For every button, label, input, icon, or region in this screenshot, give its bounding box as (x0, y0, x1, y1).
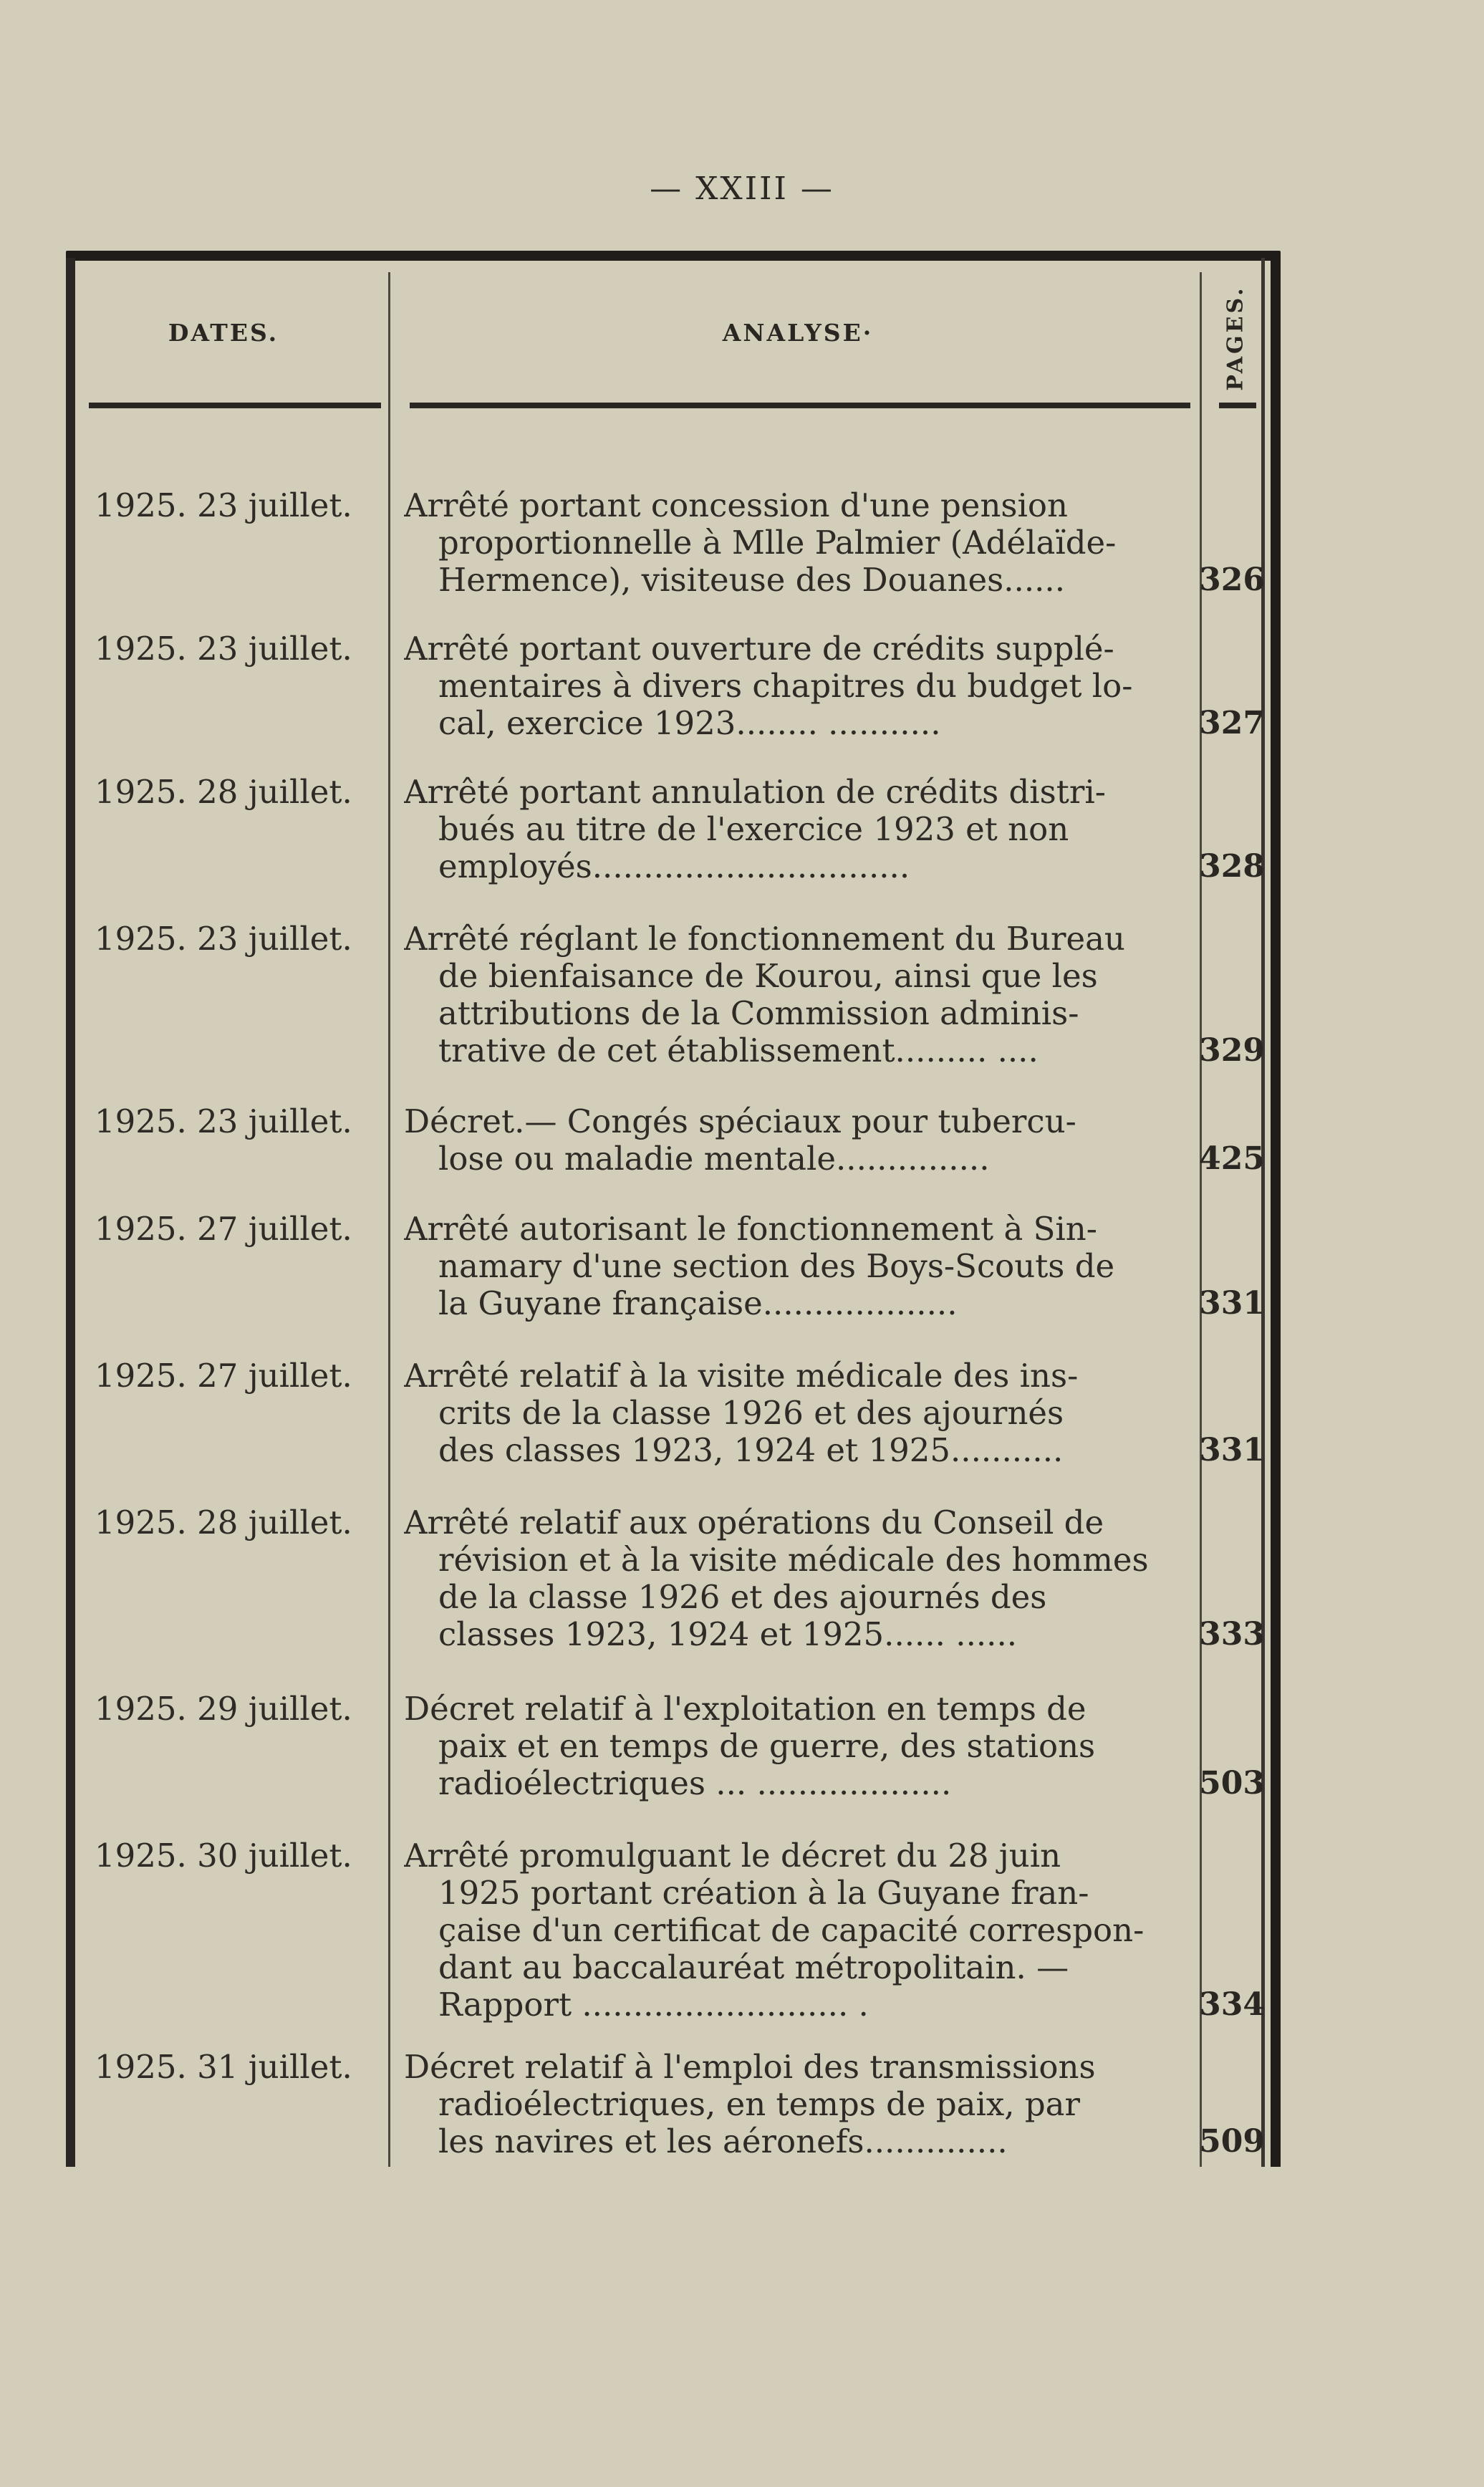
entry-date: 1925. 23 juillet. (95, 1102, 352, 1140)
entry-line: révision et à la visite médicale des hommes (438, 1541, 1149, 1579)
entry-line: Décret relatif à l'exploitation en temps de (404, 1690, 1086, 1728)
entry-line: Arrêté réglant le fonctionnement du Bureau (404, 920, 1125, 958)
entry-line: Décret relatif à l'emploi des transmissions (404, 2049, 1096, 2086)
entry-page: 328 (1199, 848, 1265, 885)
header-rule-pages (1219, 403, 1256, 408)
table-right-rule (1271, 258, 1281, 2167)
entry-analyse (404, 2049, 1218, 2160)
entry-date: 1925. 31 juillet. (95, 2048, 352, 2086)
entry-line: crits de la classe 1926 et des ajournés (438, 1395, 1064, 1432)
entry-line: des classes 1923, 1924 et 1925........... (438, 1432, 1064, 1469)
entry-line: 1925 portant création à la Guyane fran- (438, 1875, 1089, 1912)
entry-analyse (404, 1357, 1218, 1469)
entry-line: Arrêté portant ouverture de crédits supplé- (404, 630, 1114, 668)
entry-page: 509 (1199, 2123, 1265, 2160)
header-dates: DATES. (168, 319, 279, 347)
header-rule-analyse (410, 403, 1190, 408)
entry-line: paix et en temps de guerre, des stations (438, 1728, 1096, 1765)
entry-line: dant au baccalauréat métropolitain. — (438, 1949, 1069, 1986)
entry-analyse (404, 487, 1218, 599)
entry-line: la Guyane française................... (438, 1285, 958, 1322)
entry-line: proportionnelle à Mlle Palmier (Adélaïde- (438, 524, 1117, 562)
entry-analyse (404, 1837, 1218, 2024)
header-analyse: ANALYSE· (722, 319, 874, 347)
entry-line: de la classe 1926 et des ajournés des (438, 1579, 1047, 1616)
entry-page: 331 (1199, 1432, 1265, 1468)
entry-line: Arrêté relatif à la visite médicale des ins- (404, 1357, 1079, 1395)
entry-line: mentaires à divers chapitres du budget lo- (438, 668, 1133, 705)
entry-page: 326 (1199, 562, 1265, 598)
table-left-rule (66, 258, 75, 2167)
entry-analyse (404, 1690, 1218, 1802)
header-rule-dates (89, 403, 381, 408)
entry-line: radioélectriques ... ................... (438, 1765, 952, 1802)
entry-page: 333 (1199, 1616, 1265, 1653)
table-right-inner-rule (1261, 258, 1265, 2167)
entry-line: trative de cet établissement......... .... (438, 1032, 1039, 1069)
entry-analyse (404, 920, 1218, 1069)
entry-page: 329 (1199, 1032, 1265, 1069)
entry-date: 1925. 23 juillet. (95, 486, 352, 524)
entry-line: Arrêté portant concession d'une pension (404, 487, 1068, 524)
entry-date: 1925. 28 juillet. (95, 1504, 352, 1541)
entry-line: de bienfaisance de Kourou, ainsi que les (438, 958, 1098, 995)
entry-line: Arrêté relatif aux opérations du Conseil de (404, 1504, 1104, 1541)
entry-line: classes 1923, 1924 et 1925...... ...... (438, 1616, 1018, 1653)
entry-line: çaise d'un certificat de capacité correspon- (438, 1912, 1145, 1949)
entry-line: Décret.— Congés spéciaux pour tubercu- (404, 1103, 1076, 1140)
entry-date: 1925. 28 juillet. (95, 773, 352, 811)
entry-date: 1925. 30 juillet. (95, 1837, 352, 1875)
entry-line: bués au titre de l'exercice 1923 et non (438, 811, 1069, 848)
index-table (66, 251, 1281, 2167)
entry-line: Rapport .......................... . (438, 1986, 869, 2024)
entry-date: 1925. 29 juillet. (95, 1690, 352, 1728)
entry-page: 327 (1199, 705, 1265, 741)
entry-line: radioélectriques, en temps de paix, par (438, 2086, 1081, 2123)
entry-line: attributions de la Commission adminis- (438, 995, 1079, 1032)
entry-line: lose ou maladie mentale............... (438, 1140, 990, 1178)
entry-date: 1925. 23 juillet. (95, 630, 352, 668)
entry-page: 425 (1199, 1140, 1265, 1177)
table-top-rule (66, 251, 1281, 261)
entry-analyse (404, 774, 1218, 885)
header-pages: PAGES. (1223, 285, 1248, 391)
entry-date: 1925. 27 juillet. (95, 1210, 352, 1248)
entry-line: Arrêté autorisant le fonctionnement à Sin- (404, 1211, 1097, 1248)
entry-analyse (404, 1211, 1218, 1322)
entry-line: Arrêté promulguant le décret du 28 juin (404, 1837, 1061, 1875)
entry-line: Arrêté portant annulation de crédits distri- (404, 774, 1106, 811)
entry-line: employés............................... (438, 848, 910, 885)
entry-line: Hermence), visiteuse des Douanes...... (438, 562, 1066, 599)
entry-page: 503 (1199, 1765, 1265, 1801)
entry-line: cal, exercice 1923........ ........... (438, 705, 941, 742)
entry-page: 331 (1199, 1285, 1265, 1322)
entry-page: 334 (1199, 1986, 1265, 2023)
entry-analyse (404, 1103, 1218, 1178)
entry-line: les navires et les aéronefs.............. (438, 2123, 1008, 2160)
entry-line: namary d'une section des Boys-Scouts de (438, 1248, 1115, 1285)
entry-date: 1925. 23 juillet. (95, 920, 352, 958)
entry-date: 1925. 27 juillet. (95, 1357, 352, 1395)
page-number: — XXIII — (650, 170, 834, 207)
entry-analyse (404, 630, 1218, 742)
entry-analyse (404, 1504, 1218, 1653)
